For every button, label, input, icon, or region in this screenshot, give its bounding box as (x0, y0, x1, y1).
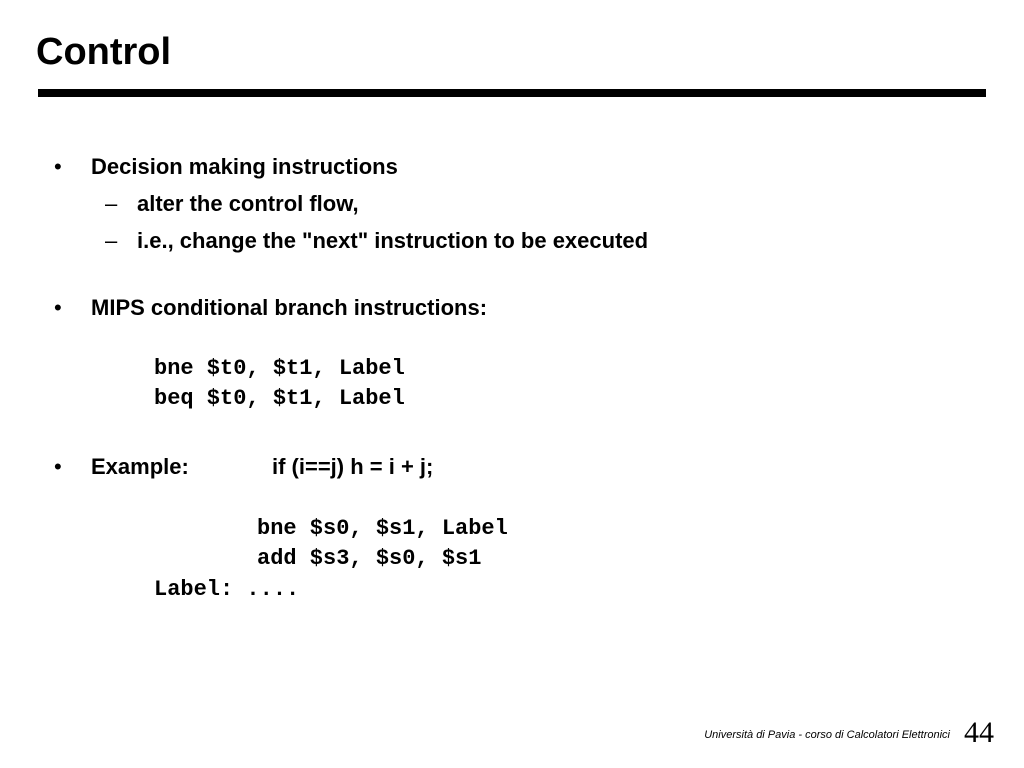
bullet-text: MIPS conditional branch instructions: (91, 295, 488, 320)
slide-title: Control (36, 31, 172, 73)
code-label: Label: (154, 577, 234, 602)
bullet-marker: • (54, 154, 62, 179)
code-line-beq: beq $t0, $t1, Label (154, 386, 405, 411)
example-statement: if (i==j) h = i + j; (272, 454, 434, 479)
example-label: Example: (91, 454, 189, 479)
subitem-text: alter the control flow, (137, 191, 359, 216)
code-label-rest: .... (246, 577, 300, 602)
bullet-text: Decision making instructions (91, 154, 398, 179)
page-number: 44 (964, 716, 994, 749)
code-line-example-add: add $s3, $s0, $s1 (257, 546, 482, 571)
code-line-example-bne: bne $s0, $s1, Label (257, 516, 508, 541)
footer-text: Università di Pavia - corso di Calcolatori Elettronici (704, 729, 950, 741)
title-divider (38, 89, 986, 97)
subitem-text: i.e., change the "next" instruction to be executed (137, 228, 649, 253)
code-label-line (154, 577, 299, 603)
bullet-marker: • (54, 295, 62, 320)
code-line-bne: bne $t0, $t1, Label (154, 356, 405, 381)
bullet-marker: • (54, 454, 62, 479)
subitem-marker: – (105, 191, 118, 216)
subitem-marker: – (105, 228, 118, 253)
